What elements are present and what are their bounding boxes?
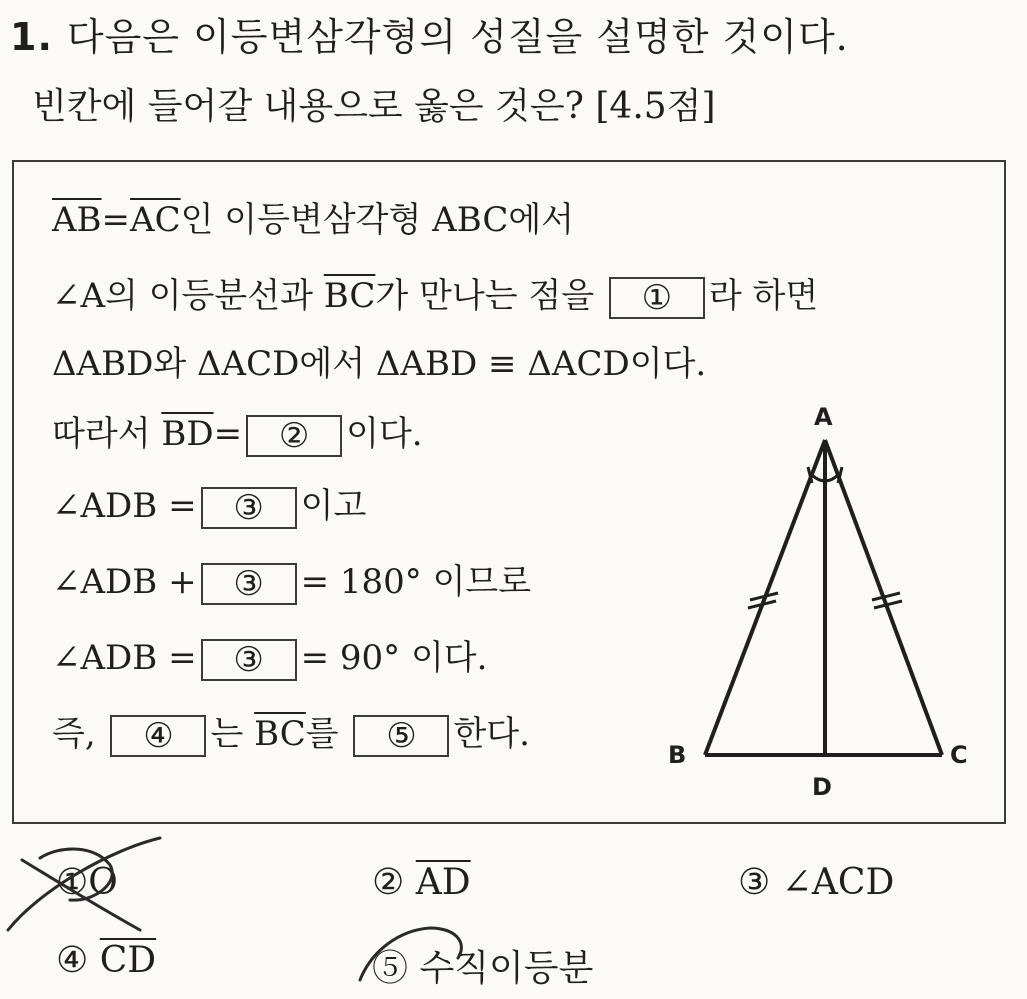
label-d: D	[812, 773, 832, 801]
question-text: 다음은 이등변삼각형의 성질을 설명한 것이다.	[66, 15, 849, 59]
choice-5[interactable]	[372, 940, 593, 991]
box-line-3: ΔABD와 ΔACD에서 ΔABD ≡ ΔACD이다.	[52, 344, 707, 384]
choice-1-text: O	[88, 862, 118, 903]
segment-bc: $\overline{BC}$	[323, 276, 376, 316]
line-6-pre: ∠ADB +	[52, 562, 197, 602]
choice-3-number: ③	[738, 862, 771, 903]
line-5-post: 이고	[300, 486, 367, 526]
line-5-pre: ∠ADB =	[52, 486, 197, 526]
box-line-5	[52, 484, 366, 529]
segment-bd: $\overline{BD}$	[161, 414, 214, 454]
choice-5-text: 수직이등분	[419, 948, 594, 989]
line-2-pre: ∠A의 이등분선과	[52, 276, 313, 316]
line-8-post: 한다.	[453, 714, 530, 754]
choice-2-text: $\overline{AD}$	[415, 862, 471, 903]
segment-bc: $\overline{BC}$	[254, 714, 306, 754]
blank-1: ①	[609, 277, 705, 319]
line-2-post: 라 하면	[708, 276, 819, 316]
blank-3: ③	[201, 563, 297, 605]
segment-ab: $\overline{AB}$	[52, 200, 102, 240]
question-subtitle: 빈칸에 들어갈 내용으로 옳은 것은? [4.5점]	[32, 86, 716, 127]
equals-sign: =	[213, 414, 243, 454]
choice-1-number: ①	[56, 862, 89, 903]
triangle-lines	[705, 440, 942, 755]
choice-3[interactable]	[738, 862, 894, 903]
question-title	[10, 6, 849, 61]
label-c: C	[950, 741, 968, 769]
choice-2[interactable]	[372, 862, 471, 903]
segment-ac: $\overline{AC}$	[130, 200, 181, 240]
line-8-mid: 는	[210, 714, 244, 754]
blank-3: ③	[201, 487, 297, 529]
box-line-8	[52, 712, 530, 757]
blank-3: ③	[201, 639, 297, 681]
line-7-post: = 90° 이다.	[300, 638, 488, 678]
label-a: A	[814, 403, 833, 431]
box-line-6	[52, 560, 531, 605]
choice-1[interactable]	[56, 862, 118, 903]
line-4-pre: 따라서	[52, 414, 151, 454]
choice-2-number: ②	[372, 862, 405, 903]
blank-4: ④	[110, 715, 206, 757]
choice-5-number: ⑤	[372, 948, 409, 989]
line-2-mid: 가 만나는 점을	[375, 276, 595, 316]
equals-sign: =	[101, 200, 131, 240]
equal-tick-ac	[872, 593, 902, 608]
line-6-post: = 180° 이므로	[300, 562, 532, 602]
blank-5: ⑤	[353, 715, 449, 757]
choice-4-number: ④	[56, 940, 89, 981]
triangle-figure	[650, 395, 990, 815]
box-line-2	[52, 274, 818, 319]
line-7-pre: ∠ADB =	[52, 638, 197, 678]
line-8-pre: 즉,	[52, 714, 96, 754]
blank-2: ②	[246, 415, 342, 457]
box-line-1	[52, 198, 574, 242]
choice-3-text: ∠ACD	[781, 862, 895, 903]
line-8-mid2: 를	[305, 714, 339, 754]
box-line-7	[52, 636, 487, 681]
line-1-rest: 인 이등변삼각형 ABC에서	[180, 200, 575, 240]
question-number: 1.	[10, 15, 53, 59]
choice-4-text: $\overline{CD}$	[99, 940, 157, 981]
choice-4[interactable]	[56, 940, 156, 981]
box-line-4	[52, 412, 423, 457]
line-4-post: 이다.	[346, 414, 423, 454]
label-b: B	[668, 741, 687, 769]
